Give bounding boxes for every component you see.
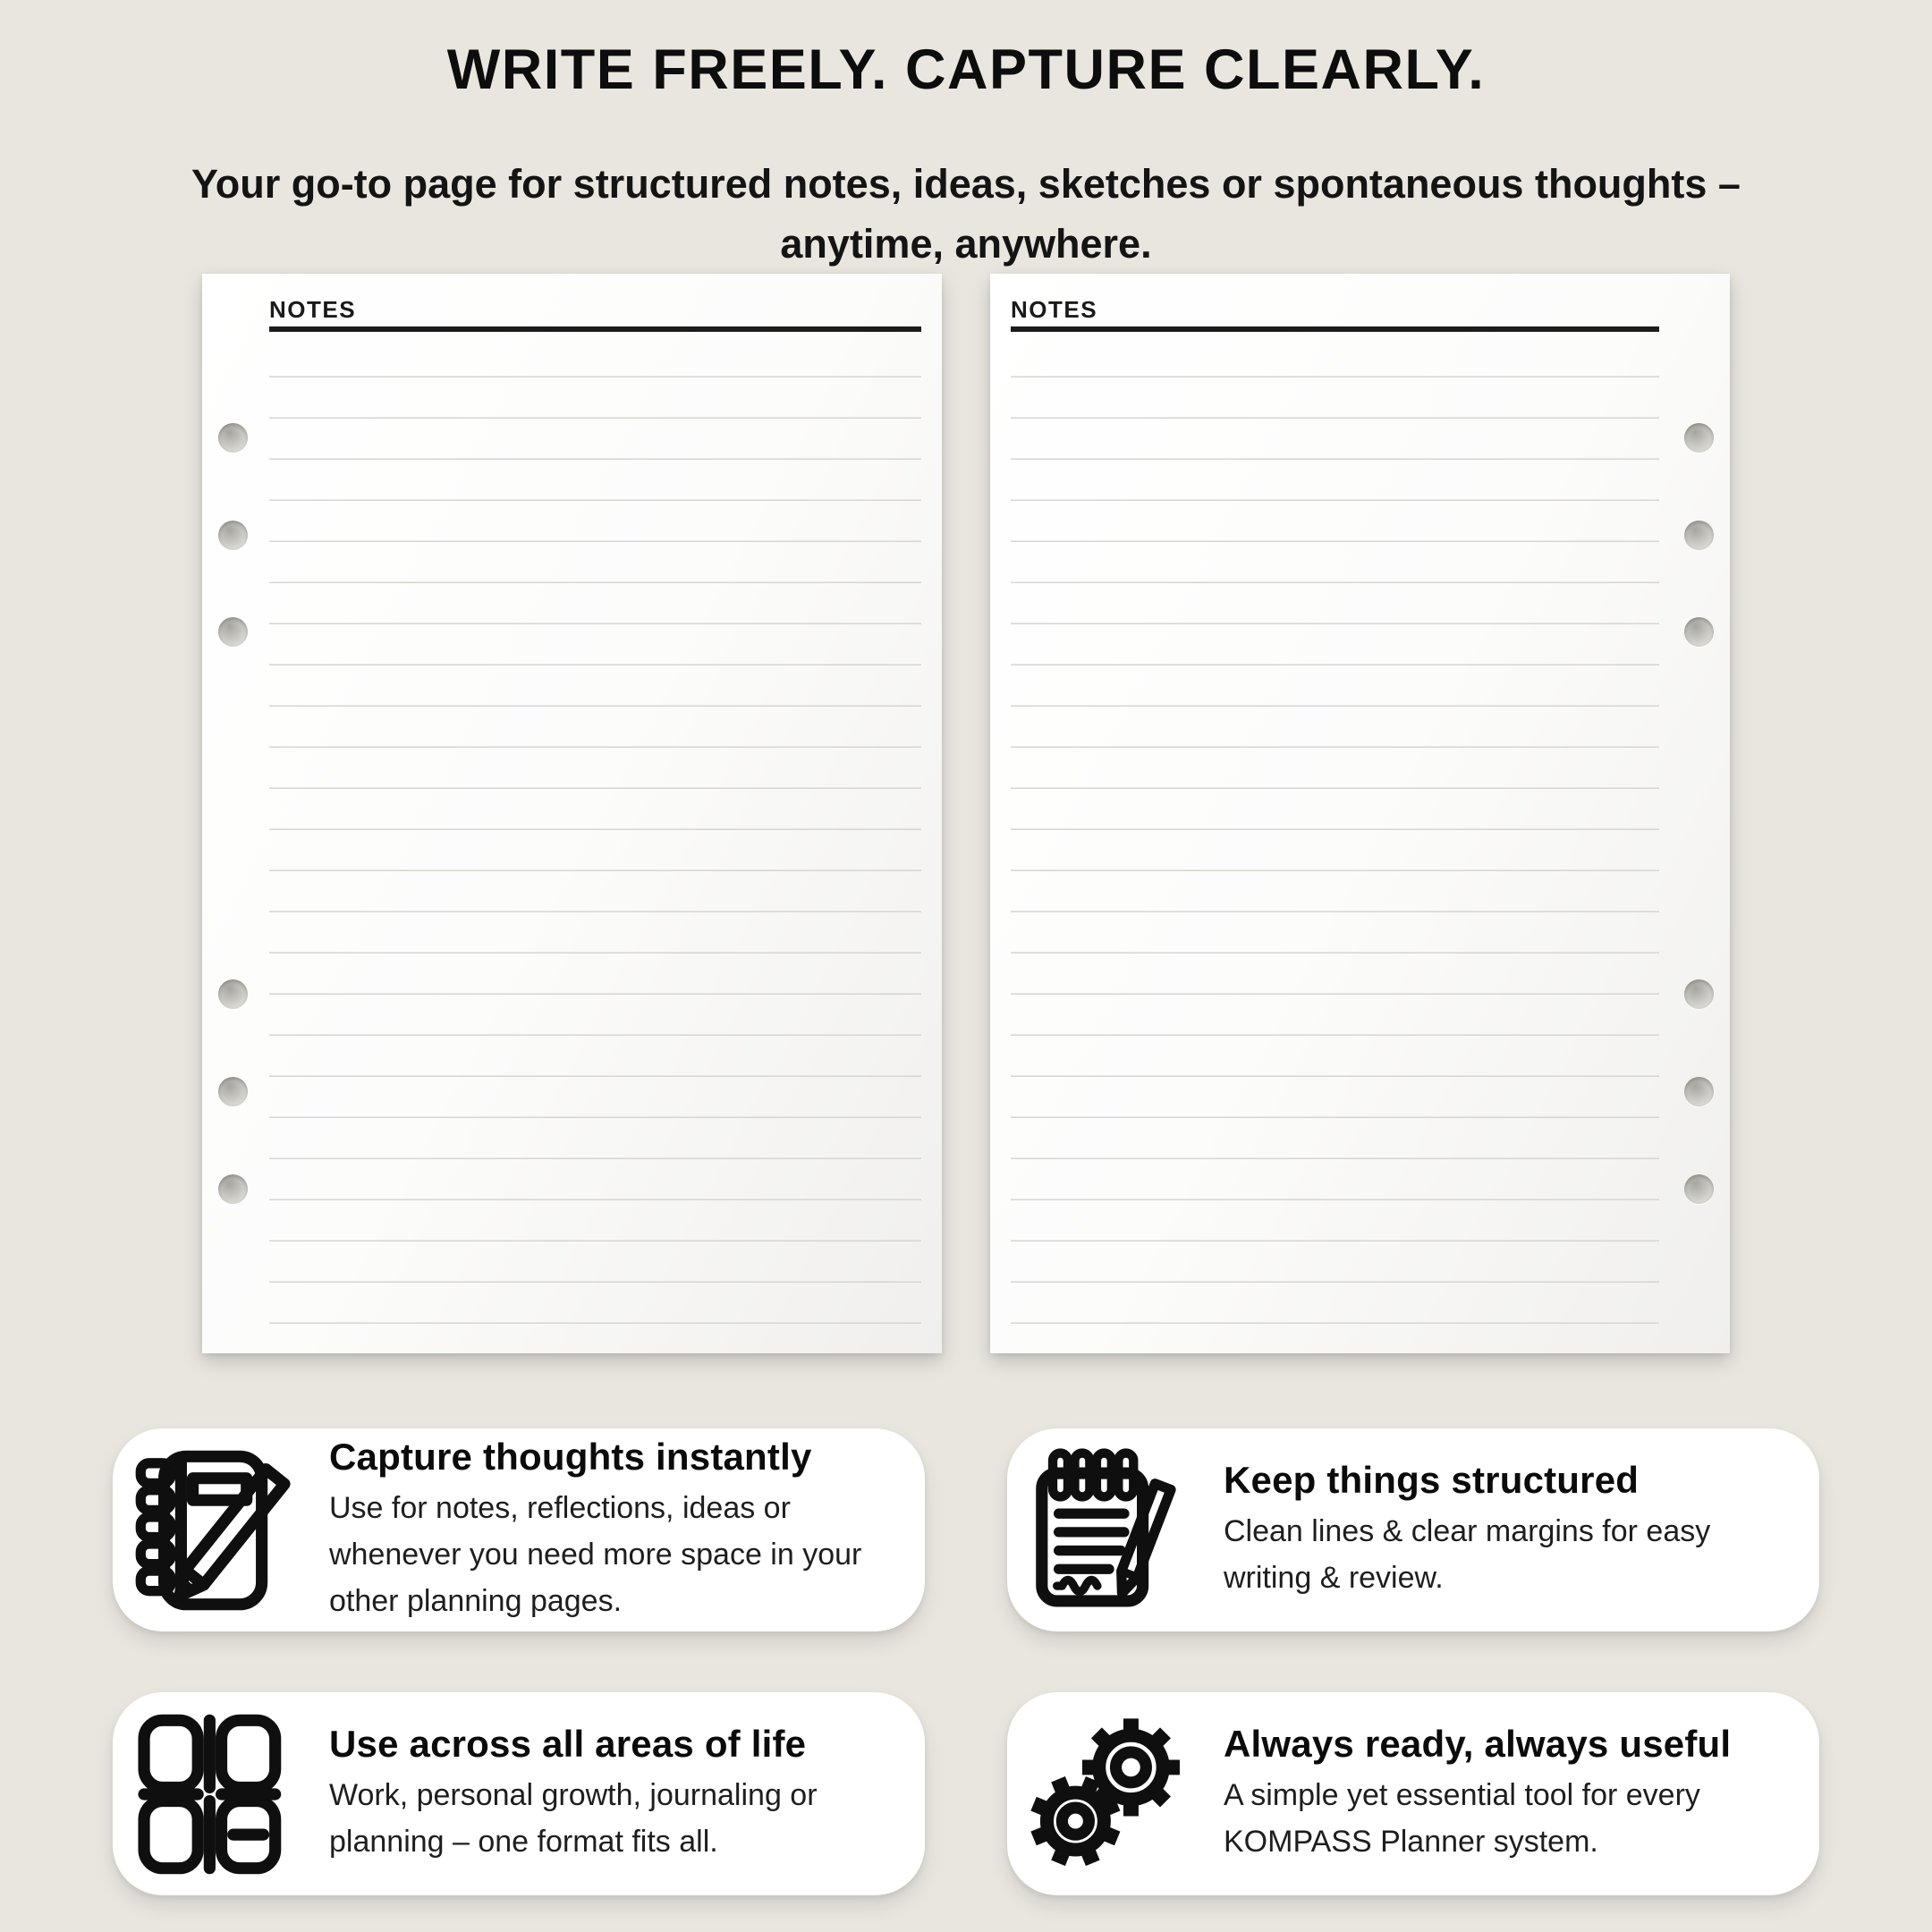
- notes-header-rule: [269, 326, 921, 332]
- binder-hole: [1684, 423, 1714, 453]
- page-subtitle-line1: Your go-to page for structured notes, ideas, sketches or spontaneous thoughts –: [191, 161, 1741, 207]
- ruled-lines: [269, 336, 921, 1324]
- notes-page-right-label: NOTES: [1011, 296, 1098, 323]
- binder-hole: [218, 1174, 248, 1204]
- page-subtitle-line2: anytime, anywhere.: [780, 221, 1152, 267]
- feature-text: [329, 1723, 894, 1865]
- feature-body: Use for notes, reflections, ideas or whenever you need more space in your other planning pages.: [329, 1491, 862, 1618]
- spiral-notebook-pencil-icon: [131, 1446, 299, 1614]
- notes-page-left: [202, 274, 942, 1353]
- gears-icon: [1025, 1710, 1193, 1878]
- notes-page-left-label: NOTES: [269, 296, 357, 323]
- binder-hole: [218, 521, 248, 550]
- feature-text: [329, 1436, 894, 1624]
- binder-hole: [218, 617, 248, 647]
- feature-card-ready: [1007, 1692, 1819, 1895]
- page-title: WRITE FREELY. CAPTURE CLEARLY.: [446, 38, 1486, 101]
- binder-hole: [1684, 1174, 1714, 1204]
- binder-hole: [218, 423, 248, 453]
- feature-card-areas: [113, 1692, 925, 1895]
- notepad-pen-icon: [1025, 1446, 1193, 1614]
- binder-hole: [218, 979, 248, 1009]
- feature-card-structured: [1007, 1428, 1819, 1631]
- feature-body: A simple yet essential tool for every KOMPASS Planner system.: [1224, 1778, 1700, 1859]
- feature-body: Work, personal growth, journaling or planning – one format fits all.: [329, 1778, 818, 1859]
- feature-body: Clean lines & clear margins for easy writing & review.: [1224, 1514, 1711, 1595]
- feature-text: [1224, 1459, 1789, 1601]
- feature-text: [1224, 1723, 1789, 1865]
- page-subtitle: [0, 154, 1932, 274]
- feature-title: Capture thoughts instantly: [329, 1436, 812, 1478]
- binder-hole: [1684, 1077, 1714, 1106]
- feature-title: Always ready, always useful: [1224, 1723, 1732, 1765]
- ruled-lines: [1011, 336, 1659, 1324]
- binder-hole: [1684, 617, 1714, 647]
- notes-header-rule: [1011, 326, 1659, 332]
- feature-title: Use across all areas of life: [329, 1723, 807, 1765]
- feature-card-capture: [113, 1428, 925, 1631]
- binder-hole: [218, 1077, 248, 1106]
- binder-hole: [1684, 521, 1714, 550]
- notes-pages-row: [0, 274, 1932, 1353]
- feature-title: Keep things structured: [1224, 1459, 1640, 1501]
- feature-cards-grid: [113, 1428, 1819, 1895]
- notes-page-right: [990, 274, 1730, 1353]
- grid-categories-icon: [131, 1710, 299, 1878]
- binder-hole: [1684, 979, 1714, 1009]
